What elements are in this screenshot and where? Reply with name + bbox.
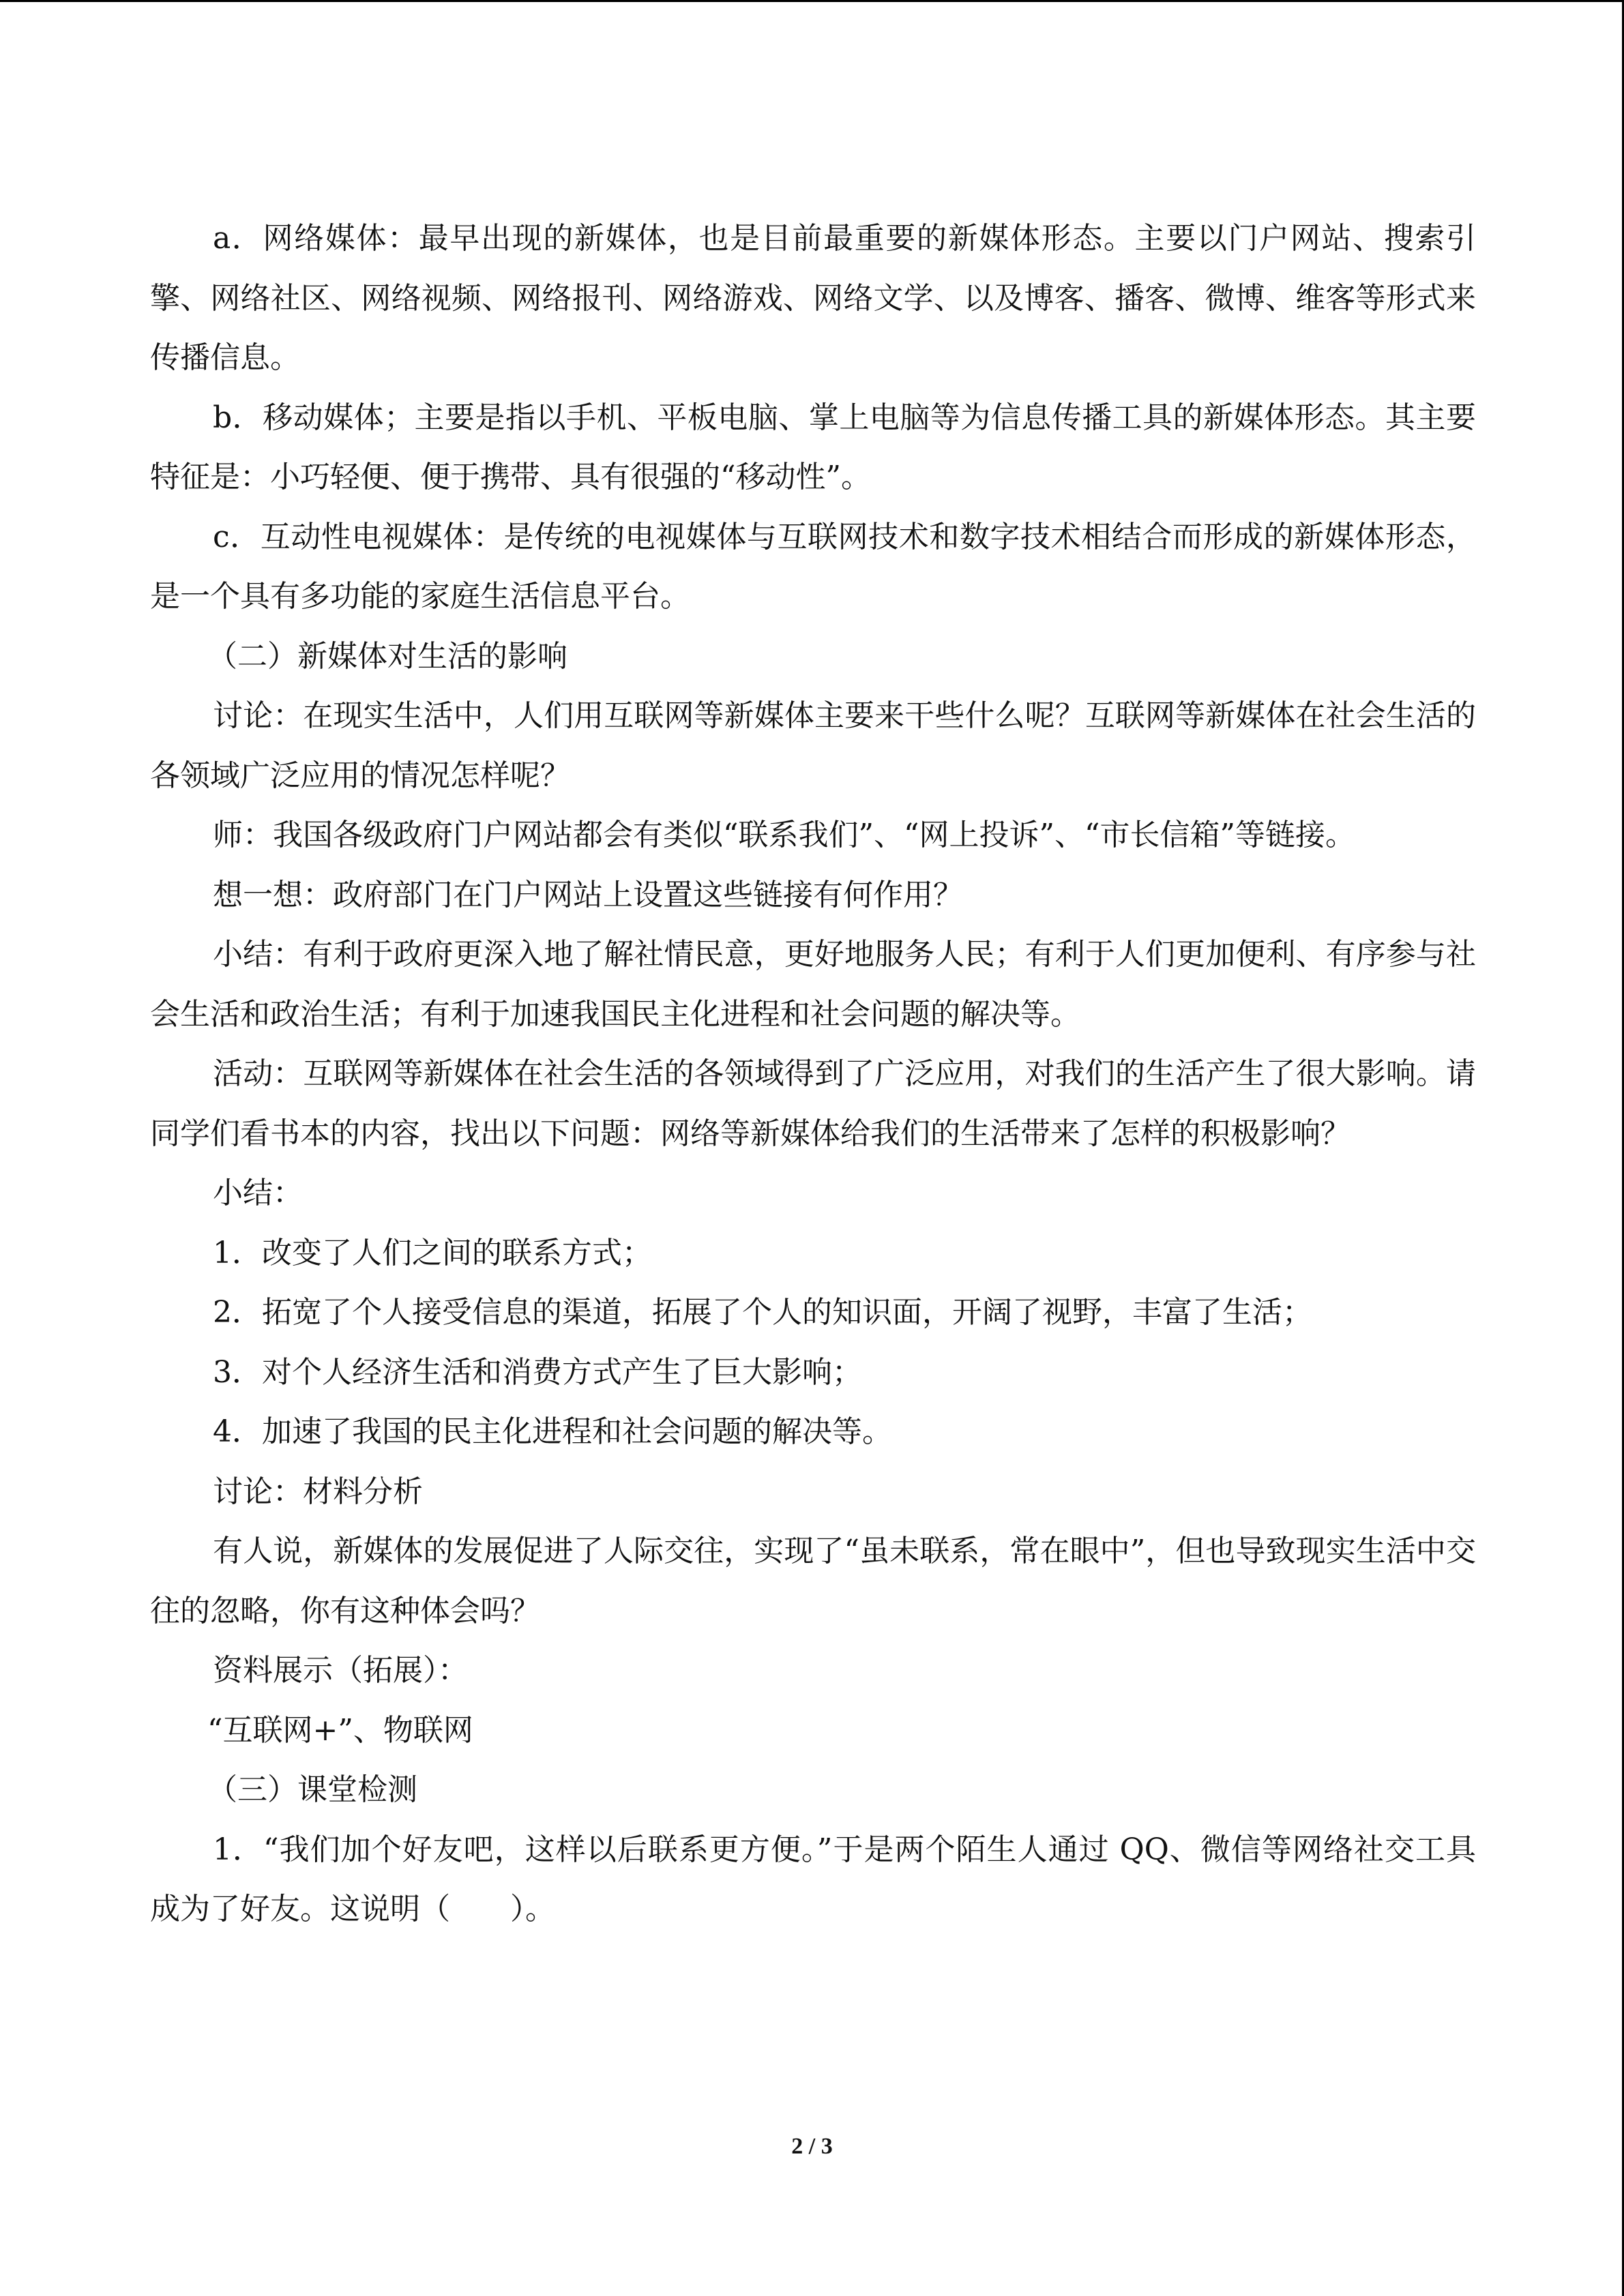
section-heading-2: （二）新媒体对生活的影响	[207, 638, 567, 674]
list-item: 1．改变了人们之间的联系方式；	[213, 1235, 652, 1270]
paragraph-question-1: 1．“我们加个好友吧，这样以后联系更方便。”于是两个陌生人通过 QQ、微信等网络社交工具成为了好友。这说明（ ）。	[150, 1832, 1476, 1926]
document-body	[150, 209, 1476, 1939]
list-item: 2．拓宽了个人接受信息的渠道，拓展了个人的知识面，开阔了视野，丰富了生活；	[213, 1295, 1312, 1330]
paragraph-discussion-1: 讨论：在现实生活中，人们用互联网等新媒体主要来干些什么呢？互联网等新媒体在社会生活的各领域广泛应用的情况怎样呢？	[150, 698, 1476, 793]
paragraph-discussion-2: 讨论：材料分析	[213, 1474, 423, 1509]
paragraph-summary-1: 小结：有利于政府更深入地了解社情民意，更好地服务人民；有利于人们更加便利、有序参与社会生活和政治生活；有利于加速我国民主化进程和社会问题的解决等。	[150, 937, 1476, 1032]
list-item: 4．加速了我国的民主化进程和社会问题的解决等。	[213, 1414, 892, 1449]
paragraph-interactive-tv: c．互动性电视媒体：是传统的电视媒体与互联网技术和数字技术相结合而形成的新媒体形态，是一个具有多功能的家庭生活信息平台。	[150, 519, 1476, 614]
paragraph-summary-label: 小结：	[213, 1176, 303, 1210]
paragraph-network-media: a．网络媒体：最早出现的新媒体，也是目前最重要的新媒体形态。主要以门户网站、搜索引擎、网络社区、网络视频、网络报刊、网络游戏、网络文学、以及博客、播客、微博、维客等形式来传播信息。	[150, 221, 1476, 375]
paragraph-resource: 资料展示（拓展）：	[213, 1653, 468, 1688]
paragraph-material: 有人说，新媒体的发展促进了人际交往，实现了“虽未联系，常在眼中”，但也导致现实生活中交往的忽略，你有这种体会吗？	[150, 1534, 1476, 1628]
page-number: 2 / 3	[791, 2134, 833, 2159]
paragraph-mobile-media: b．移动媒体；主要是指以手机、平板电脑、掌上电脑等为信息传播工具的新媒体形态。其主要特征是：小巧轻便、便于携带、具有很强的“移动性”。	[150, 400, 1476, 494]
paragraph-activity: 活动：互联网等新媒体在社会生活的各领域得到了广泛应用，对我们的生活产生了很大影响。请同学们看书本的内容，找出以下问题：网络等新媒体给我们的生活带来了怎样的积极影响？	[150, 1056, 1476, 1151]
paragraph-internet-plus: “互联网+”、物联网	[207, 1712, 473, 1748]
paragraph-teacher: 师：我国各级政府门户网站都会有类似“联系我们”、“网上投诉”、“市长信箱”等链接。	[213, 818, 1355, 852]
list-item: 3．对个人经济生活和消费方式产生了巨大影响；	[213, 1354, 862, 1390]
paragraph-think: 想一想：政府部门在门户网站上设置这些链接有何作用？	[213, 877, 963, 912]
section-heading-3: （三）课堂检测	[207, 1772, 417, 1807]
